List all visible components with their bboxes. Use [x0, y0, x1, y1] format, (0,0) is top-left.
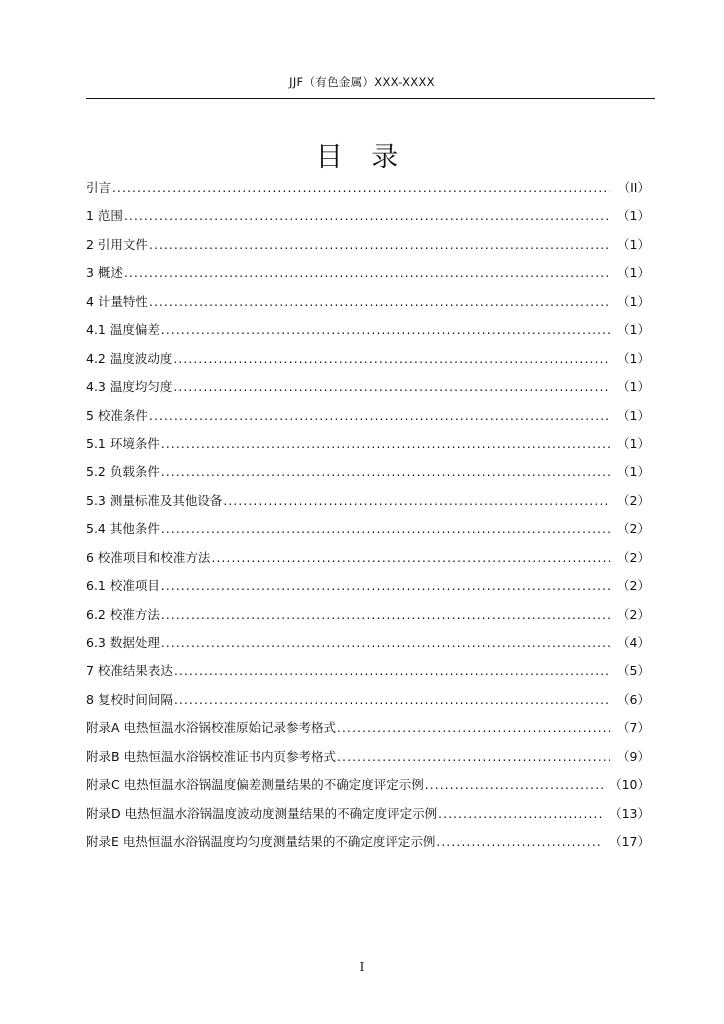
toc-dot-leader: [438, 800, 603, 828]
toc-dot-leader: [124, 259, 610, 287]
toc-entry-label: 4.1 温度偏差: [86, 322, 160, 338]
toc-dot-leader: [173, 345, 610, 373]
toc-entry-page: （1）: [617, 236, 650, 252]
toc-dot-leader: [149, 288, 610, 316]
toc-entry-label: 5.2 负载条件: [86, 464, 160, 480]
toc-entry-label: 6 校准项目和校准方法: [86, 549, 211, 565]
toc-entry-label: 附录A 电热恒温水浴锅校准原始记录参考格式: [86, 720, 337, 736]
toc-entry[interactable]: [86, 345, 650, 373]
toc-entry-page: （1）: [617, 265, 650, 281]
toc-entry[interactable]: [86, 771, 650, 799]
toc-entry-label: 6.3 数据处理: [86, 635, 160, 650]
toc-list: [86, 174, 650, 857]
toc-entry[interactable]: [86, 544, 650, 572]
document-header: JJF（有色金属）XXX-XXXX: [289, 75, 435, 89]
toc-entry-label: 3 概述: [86, 265, 123, 281]
toc-entry[interactable]: [86, 686, 650, 714]
toc-entry-label: 引言: [86, 180, 112, 195]
toc-entry[interactable]: [86, 487, 650, 515]
toc-entry-page: （II）: [617, 180, 650, 195]
toc-entry-page: （1）: [617, 322, 650, 338]
toc-entry-page: （1）: [617, 293, 650, 309]
toc-entry-label: 5.3 测量标准及其他设备: [86, 492, 223, 508]
toc-entry[interactable]: [86, 601, 650, 629]
toc-entry[interactable]: [86, 800, 650, 828]
toc-entry-page: （4）: [617, 635, 650, 650]
toc-dot-leader: [174, 657, 610, 685]
toc-entry[interactable]: [86, 316, 650, 344]
toc-title: 目 录: [315, 142, 409, 173]
toc-entry-page: （2）: [617, 549, 650, 565]
toc-entry[interactable]: [86, 259, 650, 287]
toc-entry-label: 5.4 其他条件: [86, 521, 160, 537]
toc-dot-leader: [149, 402, 610, 430]
toc-dot-leader: [161, 430, 610, 458]
toc-dot-leader: [161, 515, 610, 543]
toc-entry[interactable]: [86, 743, 650, 771]
toc-entry-page: （5）: [617, 663, 650, 679]
toc-entry[interactable]: [86, 402, 650, 430]
toc-entry-label: 附录D 电热恒温水浴锅温度波动度测量结果的不确定度评定示例: [86, 805, 438, 821]
toc-entry-page: （13）: [609, 805, 650, 821]
toc-dot-leader: [337, 714, 610, 742]
toc-entry[interactable]: [86, 288, 650, 316]
toc-entry-page: （2）: [617, 578, 650, 594]
toc-dot-leader: [425, 771, 603, 799]
toc-entry[interactable]: [86, 828, 650, 856]
toc-entry-page: （1）: [617, 435, 650, 451]
toc-entry[interactable]: [86, 572, 650, 600]
page-number: I: [359, 960, 365, 974]
toc-entry-page: （17）: [609, 834, 650, 850]
toc-entry[interactable]: [86, 629, 650, 657]
toc-entry-page: （1）: [617, 208, 650, 224]
toc-dot-leader: [124, 202, 610, 230]
header-divider: [86, 98, 655, 99]
toc-entry-page: （2）: [617, 492, 650, 508]
toc-entry[interactable]: [86, 657, 650, 685]
toc-dot-leader: [161, 316, 610, 344]
toc-entry[interactable]: [86, 174, 650, 202]
toc-dot-leader: [112, 174, 610, 202]
toc-entry-page: （9）: [617, 748, 650, 764]
toc-entry-label: 附录C 电热恒温水浴锅温度偏差测量结果的不确定度评定示例: [86, 777, 424, 793]
toc-dot-leader: [161, 629, 610, 657]
toc-dot-leader: [149, 231, 610, 259]
toc-entry-label: 附录E 电热恒温水浴锅温度均匀度测量结果的不确定度评定示例: [86, 834, 436, 850]
toc-entry-label: 4.3 温度均匀度: [86, 379, 173, 395]
toc-entry-label: 2 引用文件: [86, 236, 148, 252]
toc-entry-label: 4.2 温度波动度: [86, 350, 173, 366]
toc-entry-page: （2）: [617, 606, 650, 622]
toc-entry-page: （1）: [617, 464, 650, 480]
toc-entry-page: （1）: [617, 379, 650, 395]
toc-entry[interactable]: [86, 231, 650, 259]
toc-entry-page: （7）: [617, 720, 650, 736]
toc-entry[interactable]: [86, 373, 650, 401]
toc-entry-label: 8 复校时间间隔: [86, 691, 173, 707]
toc-entry-page: （2）: [617, 521, 650, 537]
toc-entry[interactable]: [86, 714, 650, 742]
toc-entry[interactable]: [86, 202, 650, 230]
toc-dot-leader: [161, 572, 610, 600]
toc-dot-leader: [337, 743, 610, 771]
toc-entry-page: （1）: [617, 350, 650, 366]
toc-dot-leader: [223, 487, 610, 515]
toc-dot-leader: [161, 458, 610, 486]
toc-entry-label: 6.1 校准项目: [86, 578, 160, 594]
toc-dot-leader: [174, 686, 610, 714]
toc-dot-leader: [436, 828, 603, 856]
toc-entry-label: 附录B 电热恒温水浴锅校准证书内页参考格式: [86, 748, 337, 764]
toc-entry-label: 7 校准结果表达: [86, 663, 173, 679]
toc-entry[interactable]: [86, 515, 650, 543]
toc-entry-label: 5.1 环境条件: [86, 435, 160, 451]
toc-entry-label: 1 范围: [86, 208, 123, 224]
toc-entry-label: 5 校准条件: [86, 407, 148, 423]
toc-entry-page: （6）: [617, 691, 650, 707]
toc-entry[interactable]: [86, 430, 650, 458]
toc-entry[interactable]: [86, 458, 650, 486]
toc-dot-leader: [173, 373, 610, 401]
toc-dot-leader: [211, 544, 610, 572]
toc-entry-label: 6.2 校准方法: [86, 606, 160, 622]
toc-entry-page: （1）: [617, 407, 650, 423]
toc-entry-label: 4 计量特性: [86, 293, 148, 309]
toc-entry-page: （10）: [609, 777, 650, 793]
toc-dot-leader: [161, 601, 610, 629]
